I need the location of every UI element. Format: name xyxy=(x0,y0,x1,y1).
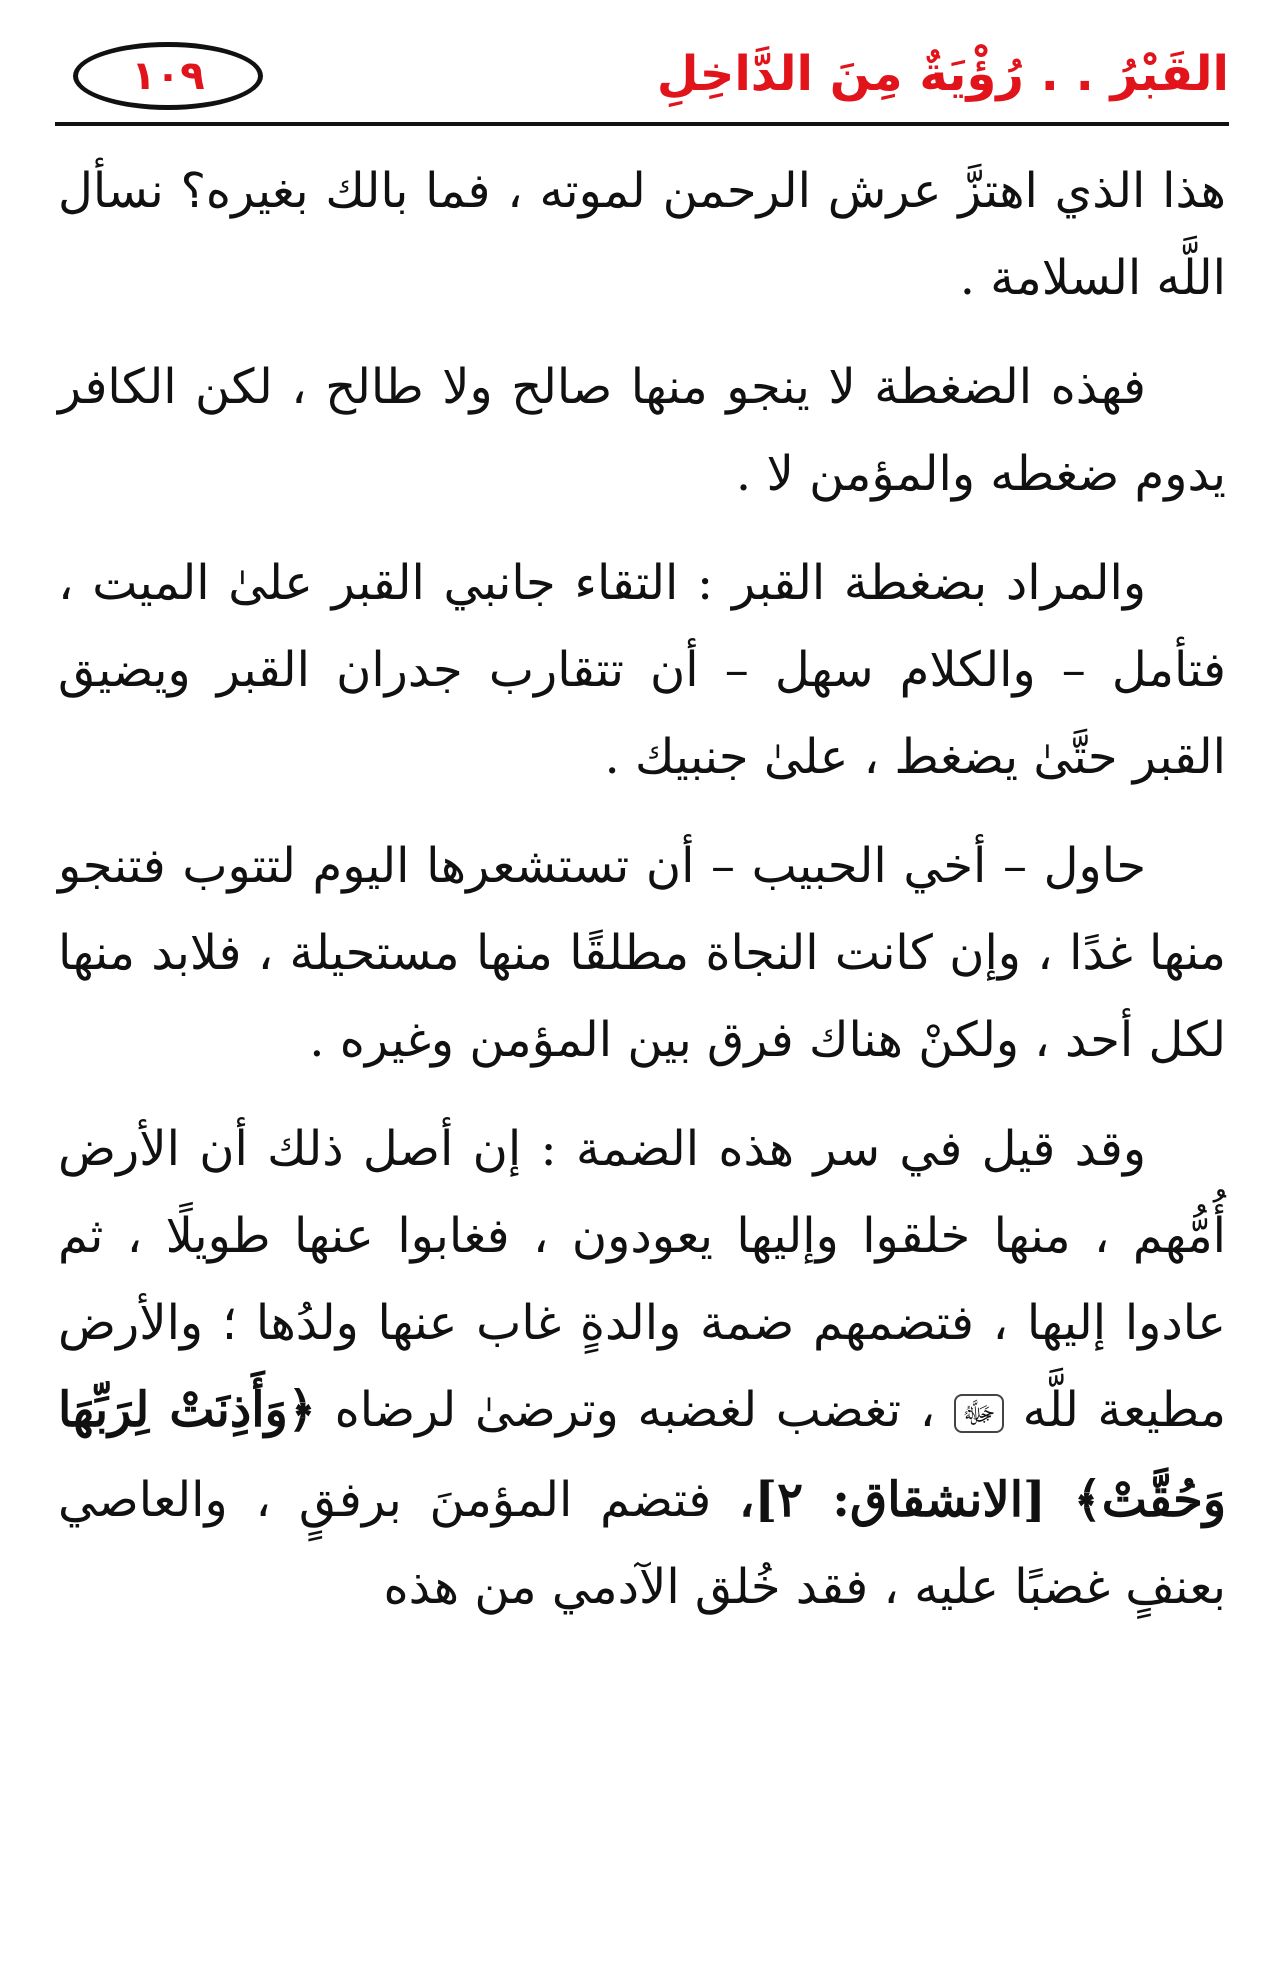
verse-citation: [الانشقاق: ٢]، xyxy=(739,1472,1046,1528)
page-number: ١٠٩ xyxy=(131,53,205,99)
paragraph: هذا الذي اهتزَّ عرش الرحمن لموته ، فما بالك بغيره؟ نسأل اللَّه السلامة . xyxy=(58,163,1226,306)
page-number-oval xyxy=(73,42,263,110)
paragraph-text: فتضم المؤمنَ برفقٍ ، والعاصي بعنفٍ غضبًا عليه ، فقد خُلق الآدمي من هذه xyxy=(58,1472,1226,1615)
honorific-glyph: ﷻ xyxy=(954,1394,1004,1433)
page-header xyxy=(55,28,1229,123)
paragraph: والمراد بضغطة القبر : التقاء جانبي القبر علىٰ الميت ، فتأمل – والكلام سهل – أن تتقارب جدران القبر ويضيق القبر حتَّىٰ يضغط ، علىٰ جنبيك . xyxy=(58,555,1226,785)
running-title: القَبْرُ . . رُؤْيَةٌ مِنَ الدَّاخِلِ xyxy=(656,46,1229,102)
paragraph: حاول – أخي الحبيب – أن تستشعرها اليوم لتتوب فتنجو منها غدًا ، وإن كانت النجاة مطلقًا منها مستحيلة ، فلابد منها لكل أحد ، ولكنْ هناك فرق بين المؤمن وغيره . xyxy=(58,838,1226,1068)
paragraph: فهذه الضغطة لا ينجو منها صالح ولا طالح ، لكن الكافر يدوم ضغطه والمؤمن لا . xyxy=(58,359,1226,502)
paragraph-text: وقد قيل في سر هذه الضمة : إن أصل ذلك أن الأرض أُمُّهم ، منها خلقوا وإليها يعودون ، فغابوا عنها طويلًا ، ثم عادوا إليها ، فتضمهم ضمة والدةٍ غاب عنها ولدُها ؛ والأرض مطيعة للَّه xyxy=(58,1121,1227,1438)
paragraph-text: ، تغضب لغضبه وترضىٰ لرضاه xyxy=(334,1382,936,1438)
body-text xyxy=(58,148,1226,1653)
paragraph xyxy=(58,1106,1226,1631)
header-divider xyxy=(55,122,1229,126)
quran-verse: ﴿وَأَذِنَتْ لِرَبِّهَا وَحُقَّتْ﴾ xyxy=(58,1382,1227,1528)
